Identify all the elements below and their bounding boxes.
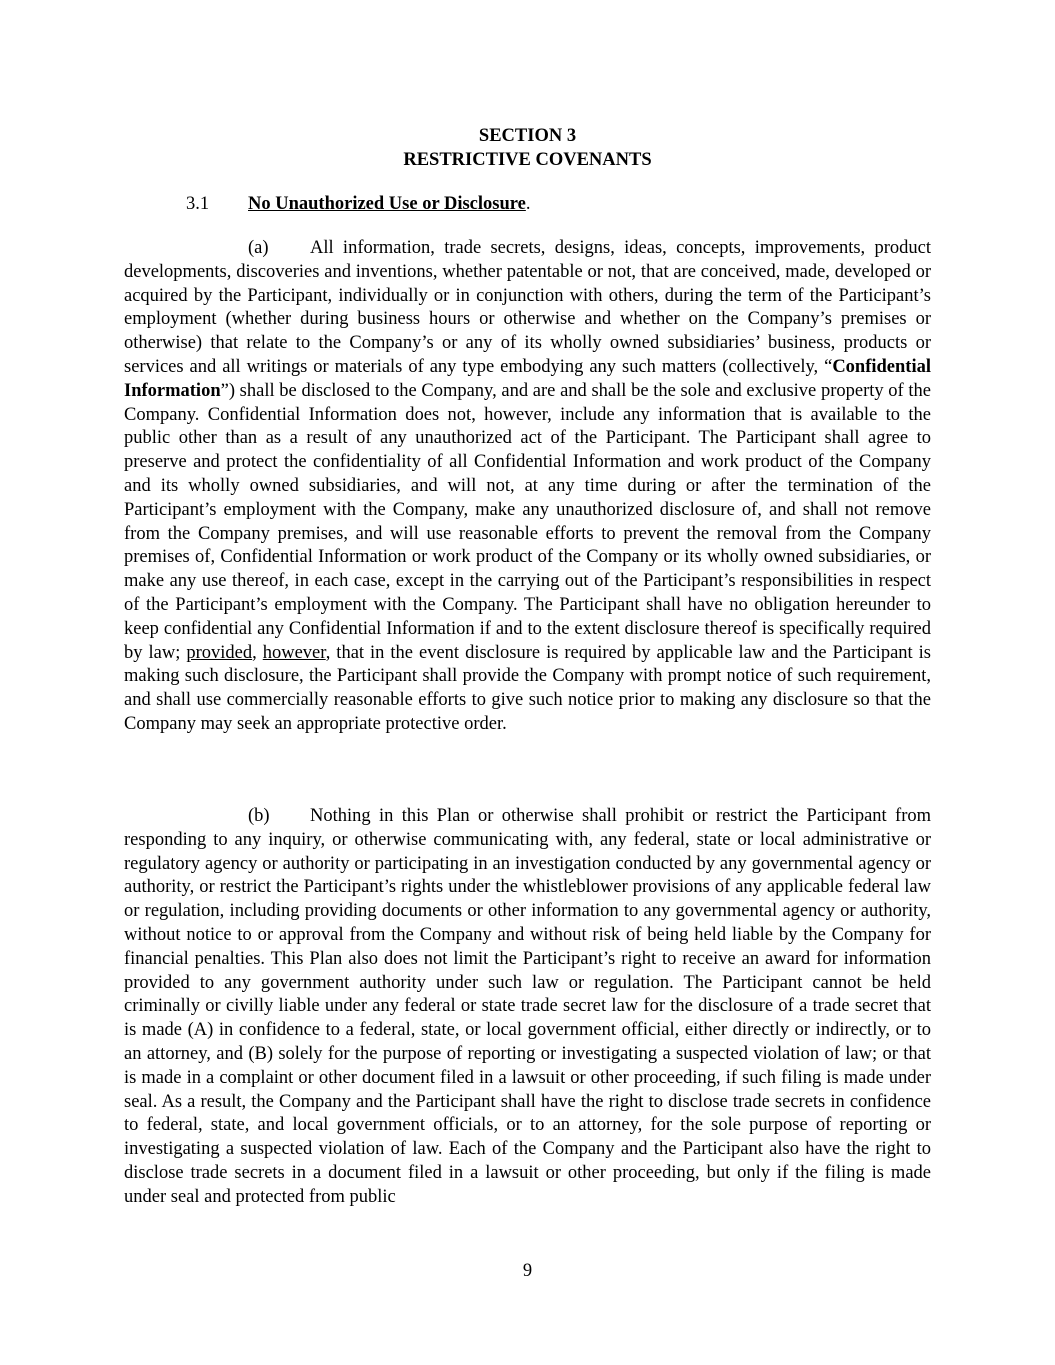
section-number-heading: SECTION 3 — [478, 126, 577, 146]
paragraph-b-text: Nothing in this Plan or otherwise shall prohibit or restrict the Participant from responding to any inquiry, or otherwise communicating with, any federal, state or local administrative or regulatory agency or authority or participating in an investigation conducted by any governmental agency or authority, or restrict the Participant’s rights under the whistleblower provisions of any applicable federal law or regulation, including providing documents or other information to any governmental agency or authority, without notice to or approval from the Company and without risk of being held liable by the Company for financial penalties. This Plan also does not limit the Participant’s right to receive an award for information provided to any government authority under such law or regulation. The Participant cannot be held criminally or civilly liable under any federal or state trade secret law for the disclosure of a trade secret that is made (A) in confidence to a federal, state, or local government official, either directly or indirectly, or to an attorney, and (B) solely for the purpose of reporting or investigating a suspected violation of law; or that is made in a complaint or other document filed in a lawsuit or other proceeding, if such filing is made under seal. As a result, the Company and the Participant shall have the right to disclose trade secrets in confidence to federal, state, and local government officials, or to an attorney, for the sole purpose of reporting or investigating a suspected violation of law. Each of the Company and the Participant also have the right to disclose trade secrets in a document filed in a lawsuit or other proceeding, but only if the filing is made under seal and protected from public — [124, 806, 931, 1207]
subsection-trailing: . — [525, 194, 531, 214]
section-title-heading: RESTRICTIVE COVENANTS — [403, 150, 652, 170]
defined-term: Confidential Information — [124, 356, 931, 401]
paragraph-a-text-3: , that in the event disclosure is required by applicable law and the Participant is making such disclosure, the Participant shall provide the Company with prompt notice of such requirement, and shall use commercially reasonable efforts to give such notice prior to making any disclosure so that the Company may seek an appropriate protective order. — [124, 642, 931, 734]
however-term: however — [262, 642, 326, 663]
paragraph-a — [124, 237, 931, 737]
paragraph-a-comma: , — [252, 642, 263, 663]
subsection-heading — [186, 192, 530, 216]
page-number: 9 — [522, 1261, 533, 1281]
provided-term: provided — [186, 642, 253, 663]
subsection-number: 3.1 — [186, 194, 210, 214]
paragraph-a-text-2: ”) shall be disclosed to the Company, and are and shall be the sole and exclusive property of the Company. Confidential Information does not, however, include any information that is available to the public other than as a result of any unauthorized act of the Participant. The Participant shall agree to preserve and protect the confidentiality of all Confidential Information and work product of the Company and its wholly owned subsidiaries, and will not, at any time during or after the termination of the Participant’s employment with the Company, make any unauthorized disclosure of, and shall not remove from the Company premises, and will use reasonable efforts to prevent the removal from the Company premises of, Confidential Information or work product of the Company or its wholly owned subsidiaries, or make any use thereof, in each case, except in the carrying out of the Participant’s responsibilities in respect of the Participant’s employment with the Company. The Participant shall have no obligation hereunder to keep confidential any Confidential Information if and to the extent disclosure thereof is specifically required by law; — [124, 380, 931, 663]
subsection-title: No Unauthorized Use or Disclosure — [248, 194, 526, 214]
paragraph-a-text-1: All information, trade secrets, designs, ideas, concepts, improvements, product developments, discoveries and inventions, whether patentable or not, that are conceived, made, developed or acquired by the Participant, individually or in conjunction with others, during the term of the Participant’s employment (whether during business hours or otherwise and whether on the Company’s premises or otherwise) that relate to the Company’s or any of its wholly owned subsidiaries’ business, products or services and all writings or materials of any type embodying any such matters (collectively, “ — [124, 238, 931, 377]
paragraph-a-label: (a) — [248, 238, 269, 258]
paragraph-b-label: (b) — [248, 806, 270, 826]
paragraph-b — [124, 805, 931, 1210]
